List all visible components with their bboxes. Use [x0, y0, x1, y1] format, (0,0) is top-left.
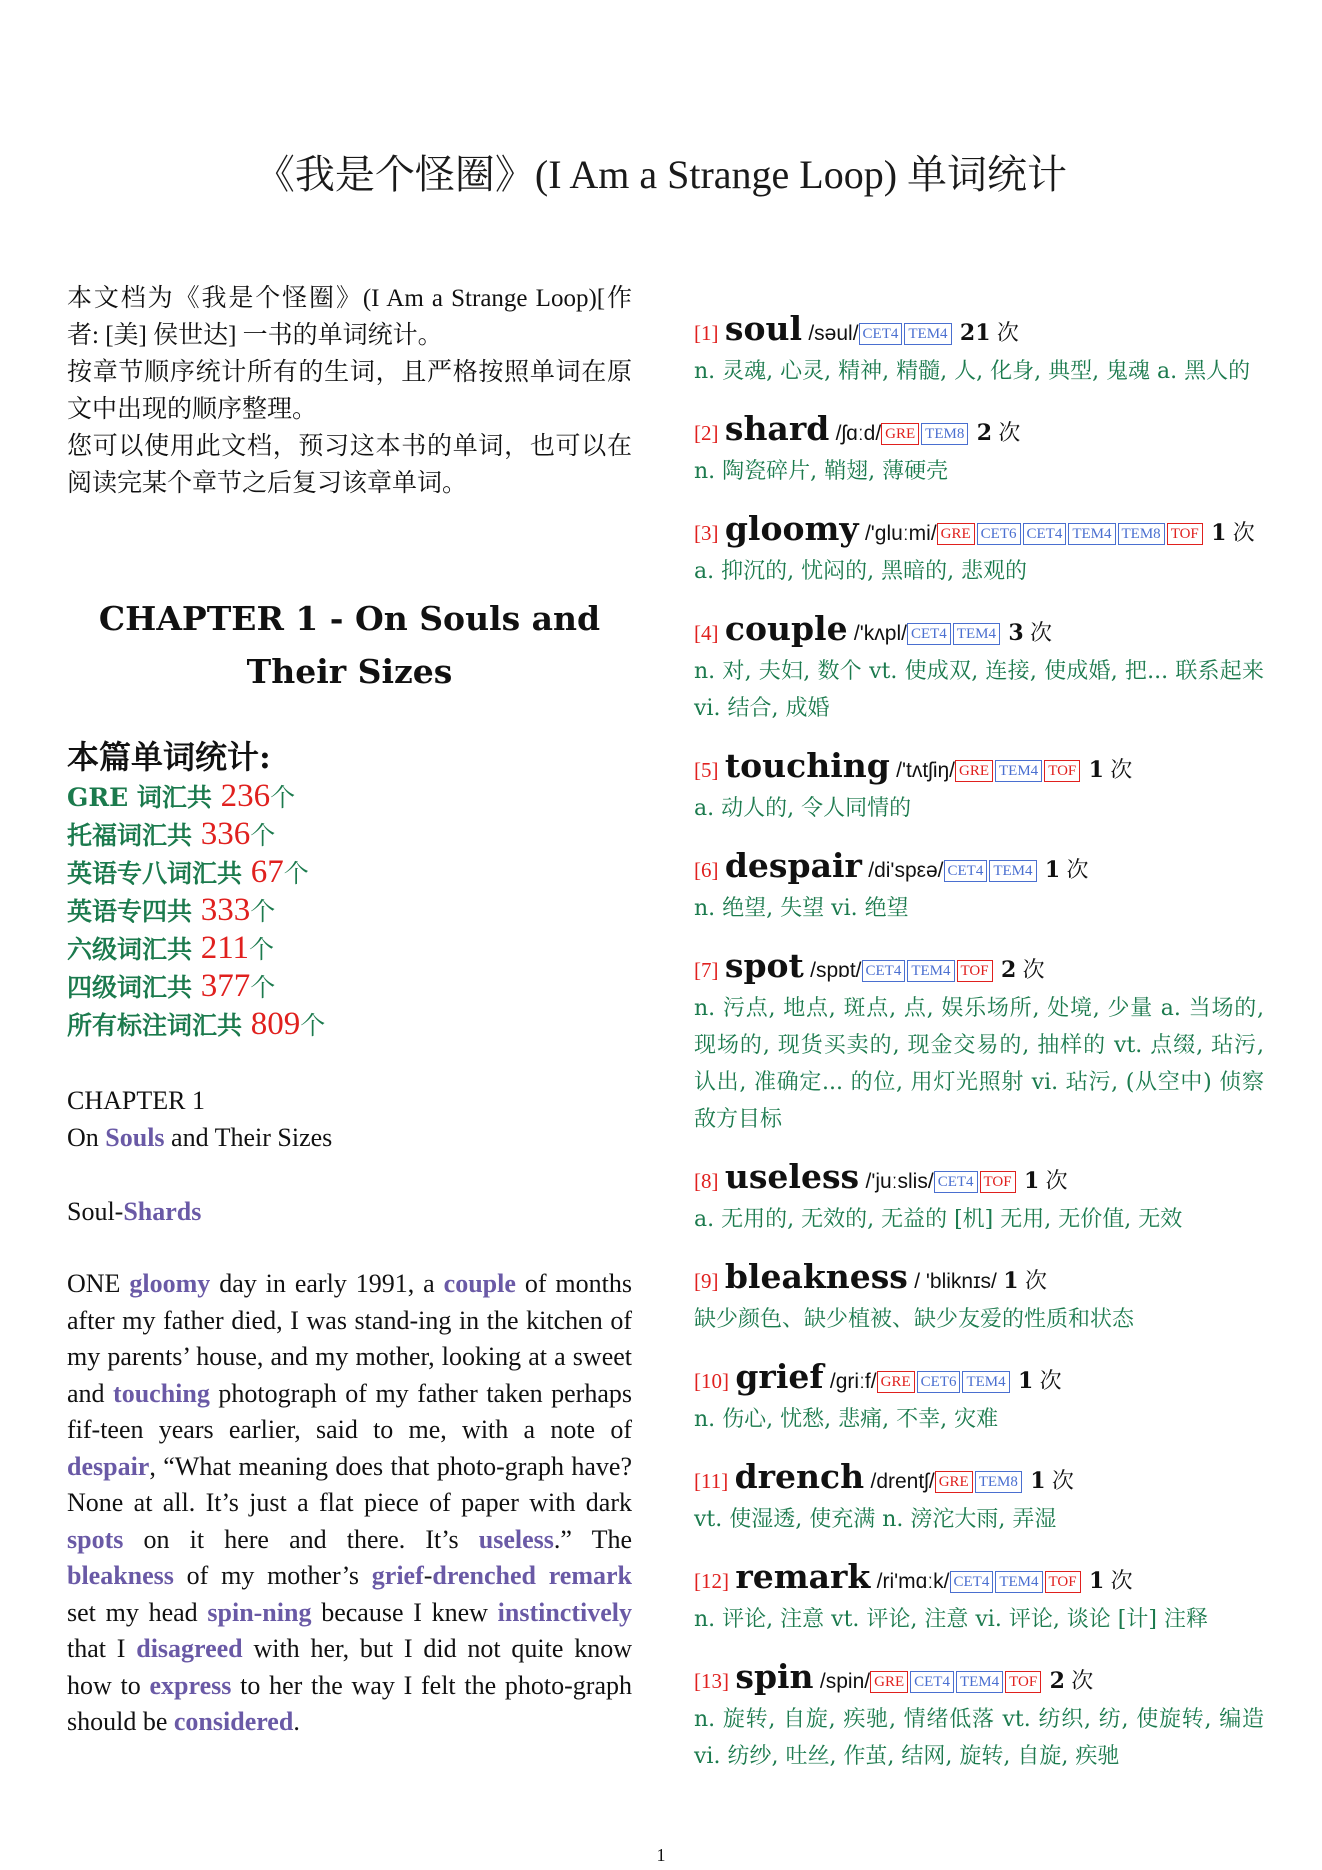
exam-tag-badge: TEM4 — [907, 960, 954, 982]
exam-tag-badge: TOF — [1045, 1571, 1081, 1593]
entry-count-unit: 次 — [1066, 858, 1089, 883]
page-title: 《我是个怪圈》(I Am a Strange Loop) 单词统计 — [254, 152, 1068, 197]
exam-tag-badge: TOF — [1044, 760, 1080, 782]
entry-definition: n. 绝望, 失望 vi. 绝望 — [694, 896, 909, 921]
entry-definition: 缺少颜色、缺少植被、缺少友爱的性质和状态 — [694, 1307, 1135, 1332]
stat-count: 377 — [200, 968, 251, 1004]
stat-line — [67, 816, 632, 854]
entry-head — [694, 1558, 1264, 1601]
stat-unit: 个 — [249, 935, 275, 964]
entry-count-unit: 次 — [996, 321, 1019, 346]
entry-word: gloomy — [724, 509, 859, 548]
entry-count: 1 — [1088, 1568, 1105, 1594]
exam-tag-badge: CET4 — [859, 323, 903, 345]
entry-index: [7] — [694, 958, 719, 982]
exam-tag-badge: CET4 — [907, 623, 951, 645]
entry-word: drench — [734, 1457, 865, 1496]
stats-heading: 本篇单词统计: — [67, 738, 271, 776]
exam-tag-badge: CET4 — [944, 860, 988, 882]
exam-tag-badge: TEM4 — [1068, 523, 1115, 545]
entry-word: remark — [735, 1557, 871, 1596]
stat-label: 英语专八词汇共 — [67, 859, 251, 888]
entry-index: [11] — [694, 1469, 729, 1493]
entry-phonetic: /ri'mɑːk/ — [876, 1570, 950, 1593]
vocab-list — [694, 310, 1264, 1795]
entry-head — [694, 1358, 1264, 1401]
highlighted-word: gloomy — [129, 1269, 211, 1298]
section-title — [67, 1193, 632, 1230]
exam-tag-badge: TOF — [1005, 1671, 1041, 1693]
entry-index: [3] — [694, 521, 719, 545]
highlighted-word: remark — [548, 1561, 632, 1590]
entry-index: [9] — [694, 1269, 719, 1293]
entry-head — [694, 610, 1264, 653]
entry-head — [694, 1158, 1264, 1201]
entry-head — [694, 510, 1264, 553]
intro-line: 按章节顺序统计所有的生词，且严格按照单词在原文中出现的顺序整理。 — [67, 359, 632, 423]
stat-unit: 个 — [270, 783, 296, 812]
exam-tag-badge: GRE — [881, 423, 919, 445]
body-paragraph — [67, 1266, 632, 1741]
vocab-entry — [694, 410, 1264, 490]
entry-index: [1] — [694, 321, 719, 345]
entry-count: 1 — [1017, 1368, 1034, 1394]
body-text: day in early 1991, a — [210, 1269, 444, 1298]
entry-word: grief — [735, 1357, 824, 1396]
entry-definition: n. 污点, 地点, 斑点, 点, 娱乐场所, 处境, 少量 a. 当场的, 现场的, 现货买卖的, 现金交易的, 抽样的 vt. 点缀, 玷污, 认出, 准确定... 的位, 用灯光照射 vi. 玷污, (从空中) 侦察敌方目标 — [694, 996, 1264, 1132]
body-text: of my mother’s — [173, 1561, 372, 1590]
vocab-entry — [694, 1458, 1264, 1538]
entry-definition: n. 伤心, 忧愁, 悲痛, 不幸, 灾难 — [694, 1407, 999, 1432]
exam-tag-badge: CET6 — [977, 523, 1021, 545]
chapter-heading: CHAPTER 1 - On Souls and Their Sizes — [98, 599, 601, 691]
body-text: set my head — [67, 1597, 208, 1627]
entry-word: touching — [724, 746, 890, 785]
entry-definition: vt. 使湿透, 使充满 n. 滂沱大雨, 弄湿 — [694, 1507, 1057, 1532]
entry-count-unit: 次 — [1045, 1169, 1068, 1194]
vocab-entry — [694, 1558, 1264, 1638]
entry-definition: a. 动人的, 令人同情的 — [694, 796, 912, 821]
stats-list — [67, 778, 632, 1044]
exam-tag-badge: TEM4 — [962, 1371, 1009, 1393]
stat-unit: 个 — [250, 897, 276, 926]
entry-count-unit: 次 — [1024, 1269, 1047, 1294]
entry-count: 1 — [1003, 1268, 1019, 1294]
stat-line — [67, 892, 632, 930]
stat-label: 所有标注词汇共 — [67, 1011, 251, 1040]
exam-tag-badge: TEM8 — [921, 423, 968, 445]
chapter-subtitle-post: and Their Sizes — [164, 1123, 333, 1152]
entry-definition: a. 抑沉的, 忧闷的, 黑暗的, 悲观的 — [694, 559, 1028, 584]
entry-head — [694, 1658, 1264, 1701]
exam-tag-badge: CET4 — [862, 960, 906, 982]
exam-tag-badge: TEM4 — [956, 1671, 1003, 1693]
entry-word: couple — [724, 609, 848, 648]
entry-head — [694, 747, 1264, 790]
entry-count: 21 — [959, 320, 991, 346]
body-text: , “What meaning does that photo-graph have? None at all. It’s just a flat piece of paper with dark — [67, 1451, 632, 1517]
entry-head — [694, 410, 1264, 453]
entry-count-unit: 次 — [1051, 1469, 1074, 1494]
exam-tag-badge: TOF — [1167, 523, 1203, 545]
highlighted-word: considered — [173, 1707, 294, 1736]
stat-line — [67, 854, 632, 892]
exam-tag-badge: TEM4 — [989, 860, 1036, 882]
chapter-subtitle — [67, 1119, 632, 1156]
stat-label: 托福词汇共 — [67, 821, 201, 850]
stat-line — [67, 1006, 632, 1044]
exam-tag-badge: CET6 — [917, 1371, 961, 1393]
exam-tag-badge: GRE — [955, 760, 993, 782]
body-text: . — [293, 1707, 300, 1736]
entry-count-unit: 次 — [1022, 958, 1045, 983]
chapter-text — [67, 1082, 632, 1230]
highlighted-word: grief — [371, 1561, 424, 1590]
entry-word: spin — [735, 1657, 814, 1696]
entry-index: [4] — [694, 621, 719, 645]
entry-index: [6] — [694, 858, 719, 882]
stat-line — [67, 778, 632, 816]
body-text: photograph of my father taken perhaps fif-teen years earlier, said to me, with a note of — [67, 1378, 632, 1444]
exam-tag-badge: TOF — [980, 1171, 1016, 1193]
highlighted-word: despair — [67, 1451, 150, 1481]
entry-word: useless — [724, 1157, 860, 1196]
stat-unit: 个 — [250, 821, 276, 850]
stat-count: 336 — [200, 816, 251, 852]
entry-count-unit: 次 — [1071, 1669, 1094, 1694]
stat-label: GRE 词汇共 — [67, 783, 221, 812]
entry-index: [2] — [694, 421, 719, 445]
entry-count: 2 — [976, 420, 993, 446]
left-column — [67, 280, 632, 1741]
body-text: that I — [67, 1634, 137, 1663]
entry-phonetic: /'juːslis/ — [865, 1170, 934, 1193]
exam-tag-badge: CET4 — [934, 1171, 978, 1193]
exam-tag-badge: GRE — [935, 1471, 973, 1493]
entry-definition: n. 评论, 注意 vt. 评论, 注意 vi. 评论, 谈论 [计] 注释 — [694, 1607, 1208, 1632]
entry-count-unit: 次 — [1110, 758, 1133, 783]
stat-line — [67, 930, 632, 968]
entry-word: despair — [724, 846, 862, 885]
vocab-entry — [694, 747, 1264, 827]
entry-word: shard — [724, 409, 830, 448]
highlighted-word: touching — [113, 1378, 210, 1408]
highlighted-word: disagreed — [136, 1634, 243, 1663]
body-text: to her the way I felt the photo-graph should be — [67, 1670, 632, 1736]
entry-count: 3 — [1008, 620, 1024, 646]
entry-phonetic: /'kʌpl/ — [853, 622, 907, 645]
body-text: of months after my father died, I was stand-ing in the kitchen of my parents’ house, and my mother, looking at a sweet and — [67, 1269, 632, 1408]
entry-count-unit: 次 — [998, 421, 1021, 446]
entry-word: soul — [724, 309, 802, 348]
entry-head — [694, 1458, 1264, 1501]
stat-count: 236 — [220, 778, 271, 814]
entry-index: [12] — [694, 1569, 729, 1593]
entry-count: 1 — [1023, 1168, 1040, 1194]
intro-text — [67, 280, 632, 502]
highlighted-word: couple — [443, 1269, 516, 1298]
highlighted-word: bleakness — [67, 1561, 174, 1590]
entry-count-unit: 次 — [1030, 621, 1053, 646]
entry-count-unit: 次 — [1039, 1369, 1062, 1394]
entry-phonetic: /di'spεə/ — [868, 859, 944, 882]
body-text: ONE — [67, 1269, 130, 1298]
entry-head — [694, 1258, 1264, 1301]
entry-index: [10] — [694, 1369, 729, 1393]
entry-phonetic: /'tʌtʃiŋ/ — [896, 759, 956, 782]
exam-tag-badge: TOF — [957, 960, 993, 982]
entry-definition: a. 无用的, 无效的, 无益的 [机] 无用, 无价值, 无效 — [694, 1207, 1183, 1232]
stat-label: 四级词汇共 — [67, 973, 201, 1002]
entry-word: bleakness — [724, 1257, 908, 1296]
stat-line — [67, 968, 632, 1006]
highlighted-word: drenched — [432, 1561, 536, 1590]
body-text: .” The — [553, 1524, 632, 1554]
entry-phonetic: / 'bliknɪs/ — [914, 1270, 997, 1293]
entry-count: 1 — [1030, 1468, 1046, 1494]
stat-count: 809 — [250, 1006, 301, 1042]
highlighted-word: Souls — [105, 1123, 165, 1152]
entry-phonetic: /'gluːmi/ — [864, 522, 937, 545]
entry-definition: n. 灵魂, 心灵, 精神, 精髓, 人, 化身, 典型, 鬼魂 a. 黑人的 — [694, 359, 1251, 384]
exam-tag-badge: GRE — [870, 1671, 908, 1693]
stat-label: 六级词汇共 — [67, 935, 201, 964]
entry-count: 1 — [1211, 520, 1227, 546]
highlighted-word: spin-ning — [207, 1597, 312, 1627]
body-text — [536, 1561, 549, 1590]
entry-phonetic: /drentʃ/ — [870, 1470, 935, 1493]
stat-unit: 个 — [300, 1011, 326, 1040]
chapter-subtitle-pre: On — [67, 1123, 106, 1152]
intro-line: 您可以使用此文档，预习这本书的单词，也可以在阅读完某个章节之后复习该章单词。 — [67, 433, 632, 497]
exam-tag-badge: TEM8 — [975, 1471, 1022, 1493]
chapter-label: CHAPTER 1 — [67, 1086, 205, 1115]
stat-unit: 个 — [250, 973, 276, 1002]
exam-tag-badge: GRE — [877, 1371, 915, 1393]
entry-phonetic: /griːf/ — [829, 1370, 877, 1393]
entry-count: 1 — [1044, 857, 1061, 883]
entry-phonetic: /ʃɑːd/ — [835, 422, 882, 445]
vocab-entry — [694, 1258, 1264, 1338]
entry-count-unit: 次 — [1232, 521, 1255, 546]
stat-count: 67 — [250, 854, 284, 890]
page-number: 1 — [656, 1845, 666, 1865]
vocab-entry — [694, 510, 1264, 590]
entry-count-unit: 次 — [1110, 1569, 1133, 1594]
entry-index: [5] — [694, 758, 719, 782]
entry-word: spot — [724, 946, 804, 985]
entry-phonetic: /səul/ — [808, 322, 859, 345]
highlighted-word: Shards — [123, 1197, 202, 1226]
vocab-entry — [694, 847, 1264, 927]
intro-line: 本文档为《我是个怪圈》(I Am a Strange Loop)[作者: [美] 侯世达] 一书的单词统计。 — [67, 285, 632, 349]
exam-tag-badge: CET4 — [1023, 523, 1067, 545]
exam-tag-badge: TEM4 — [953, 623, 1000, 645]
section-title-pre: Soul- — [67, 1197, 124, 1226]
exam-tag-badge: TEM4 — [995, 1571, 1042, 1593]
exam-tag-badge: TEM4 — [904, 323, 951, 345]
stat-count: 333 — [200, 892, 251, 928]
vocab-entry — [694, 610, 1264, 727]
entry-index: [13] — [694, 1669, 729, 1693]
body-text: on it here and there. It’s — [123, 1524, 479, 1554]
highlighted-word: instinctively — [497, 1597, 632, 1627]
exam-tag-badge: TEM8 — [1118, 523, 1165, 545]
exam-tag-badge: CET4 — [950, 1571, 994, 1593]
body-text: because I knew — [311, 1597, 498, 1627]
entry-head — [694, 310, 1264, 353]
entry-definition: n. 旋转, 自旋, 疾驰, 情绪低落 vt. 纺织, 纺, 使旋转, 编造 vi. 纺纱, 吐丝, 作茧, 结网, 旋转, 自旋, 疾驰 — [694, 1707, 1264, 1769]
entry-definition: n. 对, 夫妇, 数个 vt. 使成双, 连接, 使成婚, 把... 联系起来 vi. 结合, 成婚 — [694, 659, 1264, 721]
body-text: - — [423, 1561, 433, 1590]
highlighted-word: useless — [478, 1524, 554, 1554]
entry-count: 2 — [1049, 1668, 1065, 1694]
entry-head — [694, 847, 1264, 890]
entry-count: 2 — [1000, 957, 1017, 983]
stat-label: 英语专四共 — [67, 897, 201, 926]
entry-head — [694, 947, 1264, 990]
entry-count: 1 — [1088, 757, 1104, 783]
exam-tag-badge: CET4 — [910, 1671, 954, 1693]
vocab-entry — [694, 947, 1264, 1138]
highlighted-word: spots — [67, 1524, 124, 1554]
entry-definition: n. 陶瓷碎片, 鞘翅, 薄硬壳 — [694, 459, 949, 484]
vocab-entry — [694, 1358, 1264, 1438]
entry-index: [8] — [694, 1169, 719, 1193]
entry-phonetic: /spɒt/ — [810, 959, 862, 982]
exam-tag-badge: GRE — [937, 523, 975, 545]
vocab-entry — [694, 1158, 1264, 1238]
highlighted-word: express — [149, 1670, 232, 1700]
exam-tag-badge: TEM4 — [995, 760, 1042, 782]
stat-count: 211 — [200, 930, 249, 966]
entry-phonetic: /spin/ — [819, 1670, 871, 1693]
stat-unit: 个 — [283, 859, 309, 888]
vocab-entry — [694, 1658, 1264, 1775]
body-text: with her, but I did not quite know how to — [67, 1634, 632, 1700]
vocab-entry — [694, 310, 1264, 390]
